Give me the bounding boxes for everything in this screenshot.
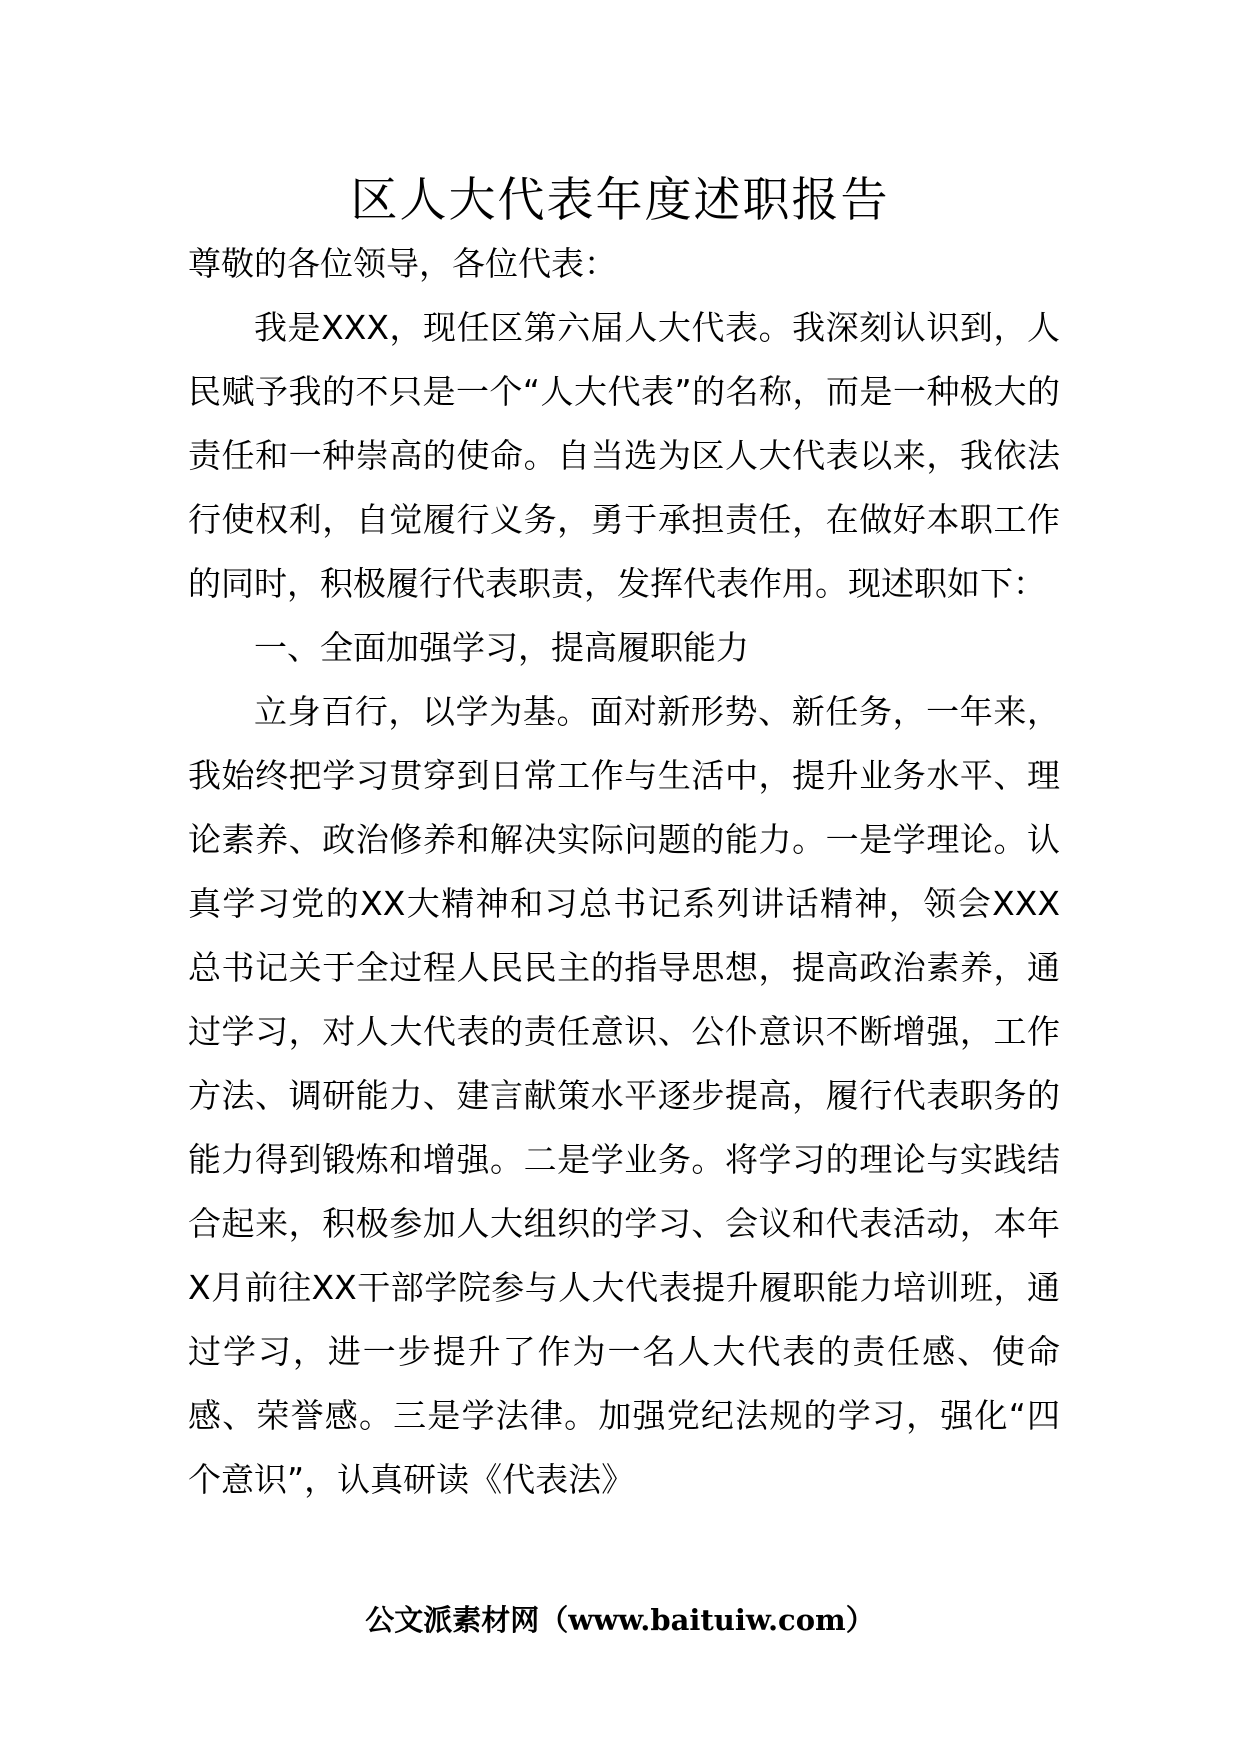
document-body xyxy=(188,232,1060,1512)
paragraph-intro: 我是XXX，现任区第六届人大代表。我深刻认识到，人民赋予我的不只是一个“人大代表”的名称，而是一种极大的责任和一种崇高的使命。自当选为区人大代表以来，我依法行使权利，自觉履行义务，勇于承担责任，在做好本职工作的同时，积极履行代表职责，发挥代表作用。现述职如下： xyxy=(188,308,1060,603)
salutation: 尊敬的各位领导，各位代表： xyxy=(188,244,617,283)
footer-watermark: 公文派素材网（www.baituiw.com） xyxy=(365,1603,875,1637)
document-title: 区人大代表年度述职报告 xyxy=(350,173,890,228)
paragraph-study: 立身百行，以学为基。面对新形势、新任务，一年来，我始终把学习贯穿到日常工作与生活中，提升业务水平、理论素养、政治修养和解决实际问题的能力。一是学理论。认真学习党的XX大精神和习总书记系列讲话精神，领会XXX总书记关于全过程人民民主的指导思想，提高政治素养，通过学习，对人大代表的责任意识、公仆意识不断增强，工作方法、调研能力、建言献策水平逐步提高，履行代表职务的能力得到锻炼和增强。二是学业务。将学习的理论与实践结合起来，积极参加人大组织的学习、会议和代表活动，本年X月前往XX干部学院参与人大代表提升履职能力培训班，通过学习，进一步提升了作为一名人大代表的责任感、使命感、荣誉感。三是学法律。加强党纪法规的学习，强化“四个意识”，认真研读《代表法》 xyxy=(188,692,1060,1499)
section-heading: 一、全面加强学习，提高履职能力 xyxy=(254,628,749,667)
